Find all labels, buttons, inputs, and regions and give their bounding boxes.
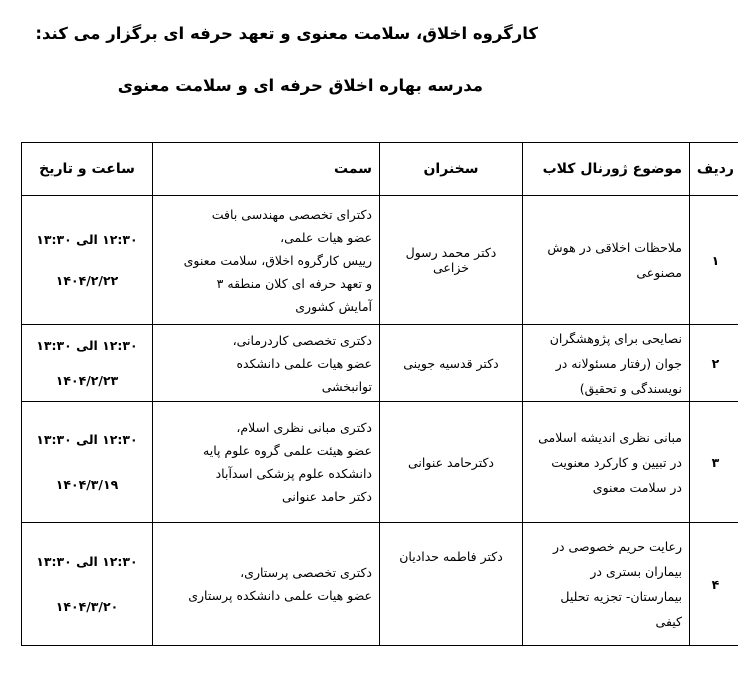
row-position: دکتری مبانی نظری اسلام، عضو هیئت علمی گروه علوم پایه دانشکده علوم پزشکی اسدآباد دکتر حامد عنوانی bbox=[153, 402, 380, 523]
row-time: ۱۲:۳۰ الی ۱۳:۳۰ bbox=[36, 232, 138, 247]
row-date: ۱۴۰۴/۳/۲۰ bbox=[55, 599, 119, 614]
row-topic: مبانی نظری اندیشه اسلامی در تبیین و کارکرد معنویت در سلامت معنوی bbox=[523, 402, 690, 523]
row-time: ۱۲:۳۰ الی ۱۳:۳۰ bbox=[36, 554, 138, 569]
row-position: دکتری تخصصی پرستاری، عضو هیات علمی دانشکده پرستاری bbox=[153, 523, 380, 646]
row-time-date bbox=[22, 196, 153, 325]
row-index: ۳ bbox=[690, 402, 738, 523]
row-time-date bbox=[22, 325, 153, 402]
row-position: دکترای تخصصی مهندسی بافت عضو هیات علمی، رییس کارگروه اخلاق، سلامت معنوی و تعهد حرفه ای کلان منطقه ۳ آمایش کشوری bbox=[153, 196, 380, 325]
row-date: ۱۴۰۴/۳/۱۹ bbox=[55, 477, 119, 492]
row-time-date bbox=[22, 523, 153, 646]
row-topic: نصایحی برای پژوهشگران جوان (رفتار مسئولانه در نویسندگی و تحقیق) bbox=[523, 325, 690, 402]
header-line-1: کارگروه اخلاق، سلامت معنوی و تعهد حرفه ای برگزار می کند: bbox=[35, 24, 538, 43]
col-header-index: ردیف bbox=[690, 143, 738, 196]
table-row bbox=[22, 325, 738, 402]
schedule-table bbox=[21, 142, 738, 646]
table-row bbox=[22, 402, 738, 523]
table-row bbox=[22, 523, 738, 646]
row-speaker: دکتر فاطمه حدادیان bbox=[380, 523, 523, 646]
table-header-row bbox=[22, 143, 738, 196]
row-time: ۱۲:۳۰ الی ۱۳:۳۰ bbox=[36, 432, 138, 447]
row-position: دکتری تخصصی کاردرمانی، عضو هیات علمی دانشکده توانبخشی bbox=[153, 325, 380, 402]
header-line-2: مدرسه بهاره اخلاق حرفه ای و سلامت معنوی bbox=[117, 76, 483, 95]
row-speaker: دکتر محمد رسول خزاعی bbox=[380, 196, 523, 325]
row-index: ۴ bbox=[690, 523, 738, 646]
row-speaker: دکترحامد عنوانی bbox=[380, 402, 523, 523]
col-header-time: ساعت و تاریخ bbox=[22, 143, 153, 196]
table-row bbox=[22, 196, 738, 325]
row-topic: رعایت حریم خصوصی در بیماران بستری در بیمارستان- تجزیه تحلیل کیفی bbox=[523, 523, 690, 646]
col-header-topic: موضوع ژورنال کلاب bbox=[523, 143, 690, 196]
row-date: ۱۴۰۴/۲/۲۳ bbox=[55, 373, 119, 388]
row-time: ۱۲:۳۰ الی ۱۳:۳۰ bbox=[36, 338, 138, 353]
row-index: ۱ bbox=[690, 196, 738, 325]
row-date: ۱۴۰۴/۲/۲۲ bbox=[55, 273, 119, 288]
row-time-date bbox=[22, 402, 153, 523]
row-speaker: دکتر قدسیه جوینی bbox=[380, 325, 523, 402]
row-topic: ملاحظات اخلاقی در هوش مصنوعی bbox=[523, 196, 690, 325]
row-index: ۲ bbox=[690, 325, 738, 402]
col-header-speaker: سخنران bbox=[380, 143, 523, 196]
col-header-position: سمت bbox=[153, 143, 380, 196]
